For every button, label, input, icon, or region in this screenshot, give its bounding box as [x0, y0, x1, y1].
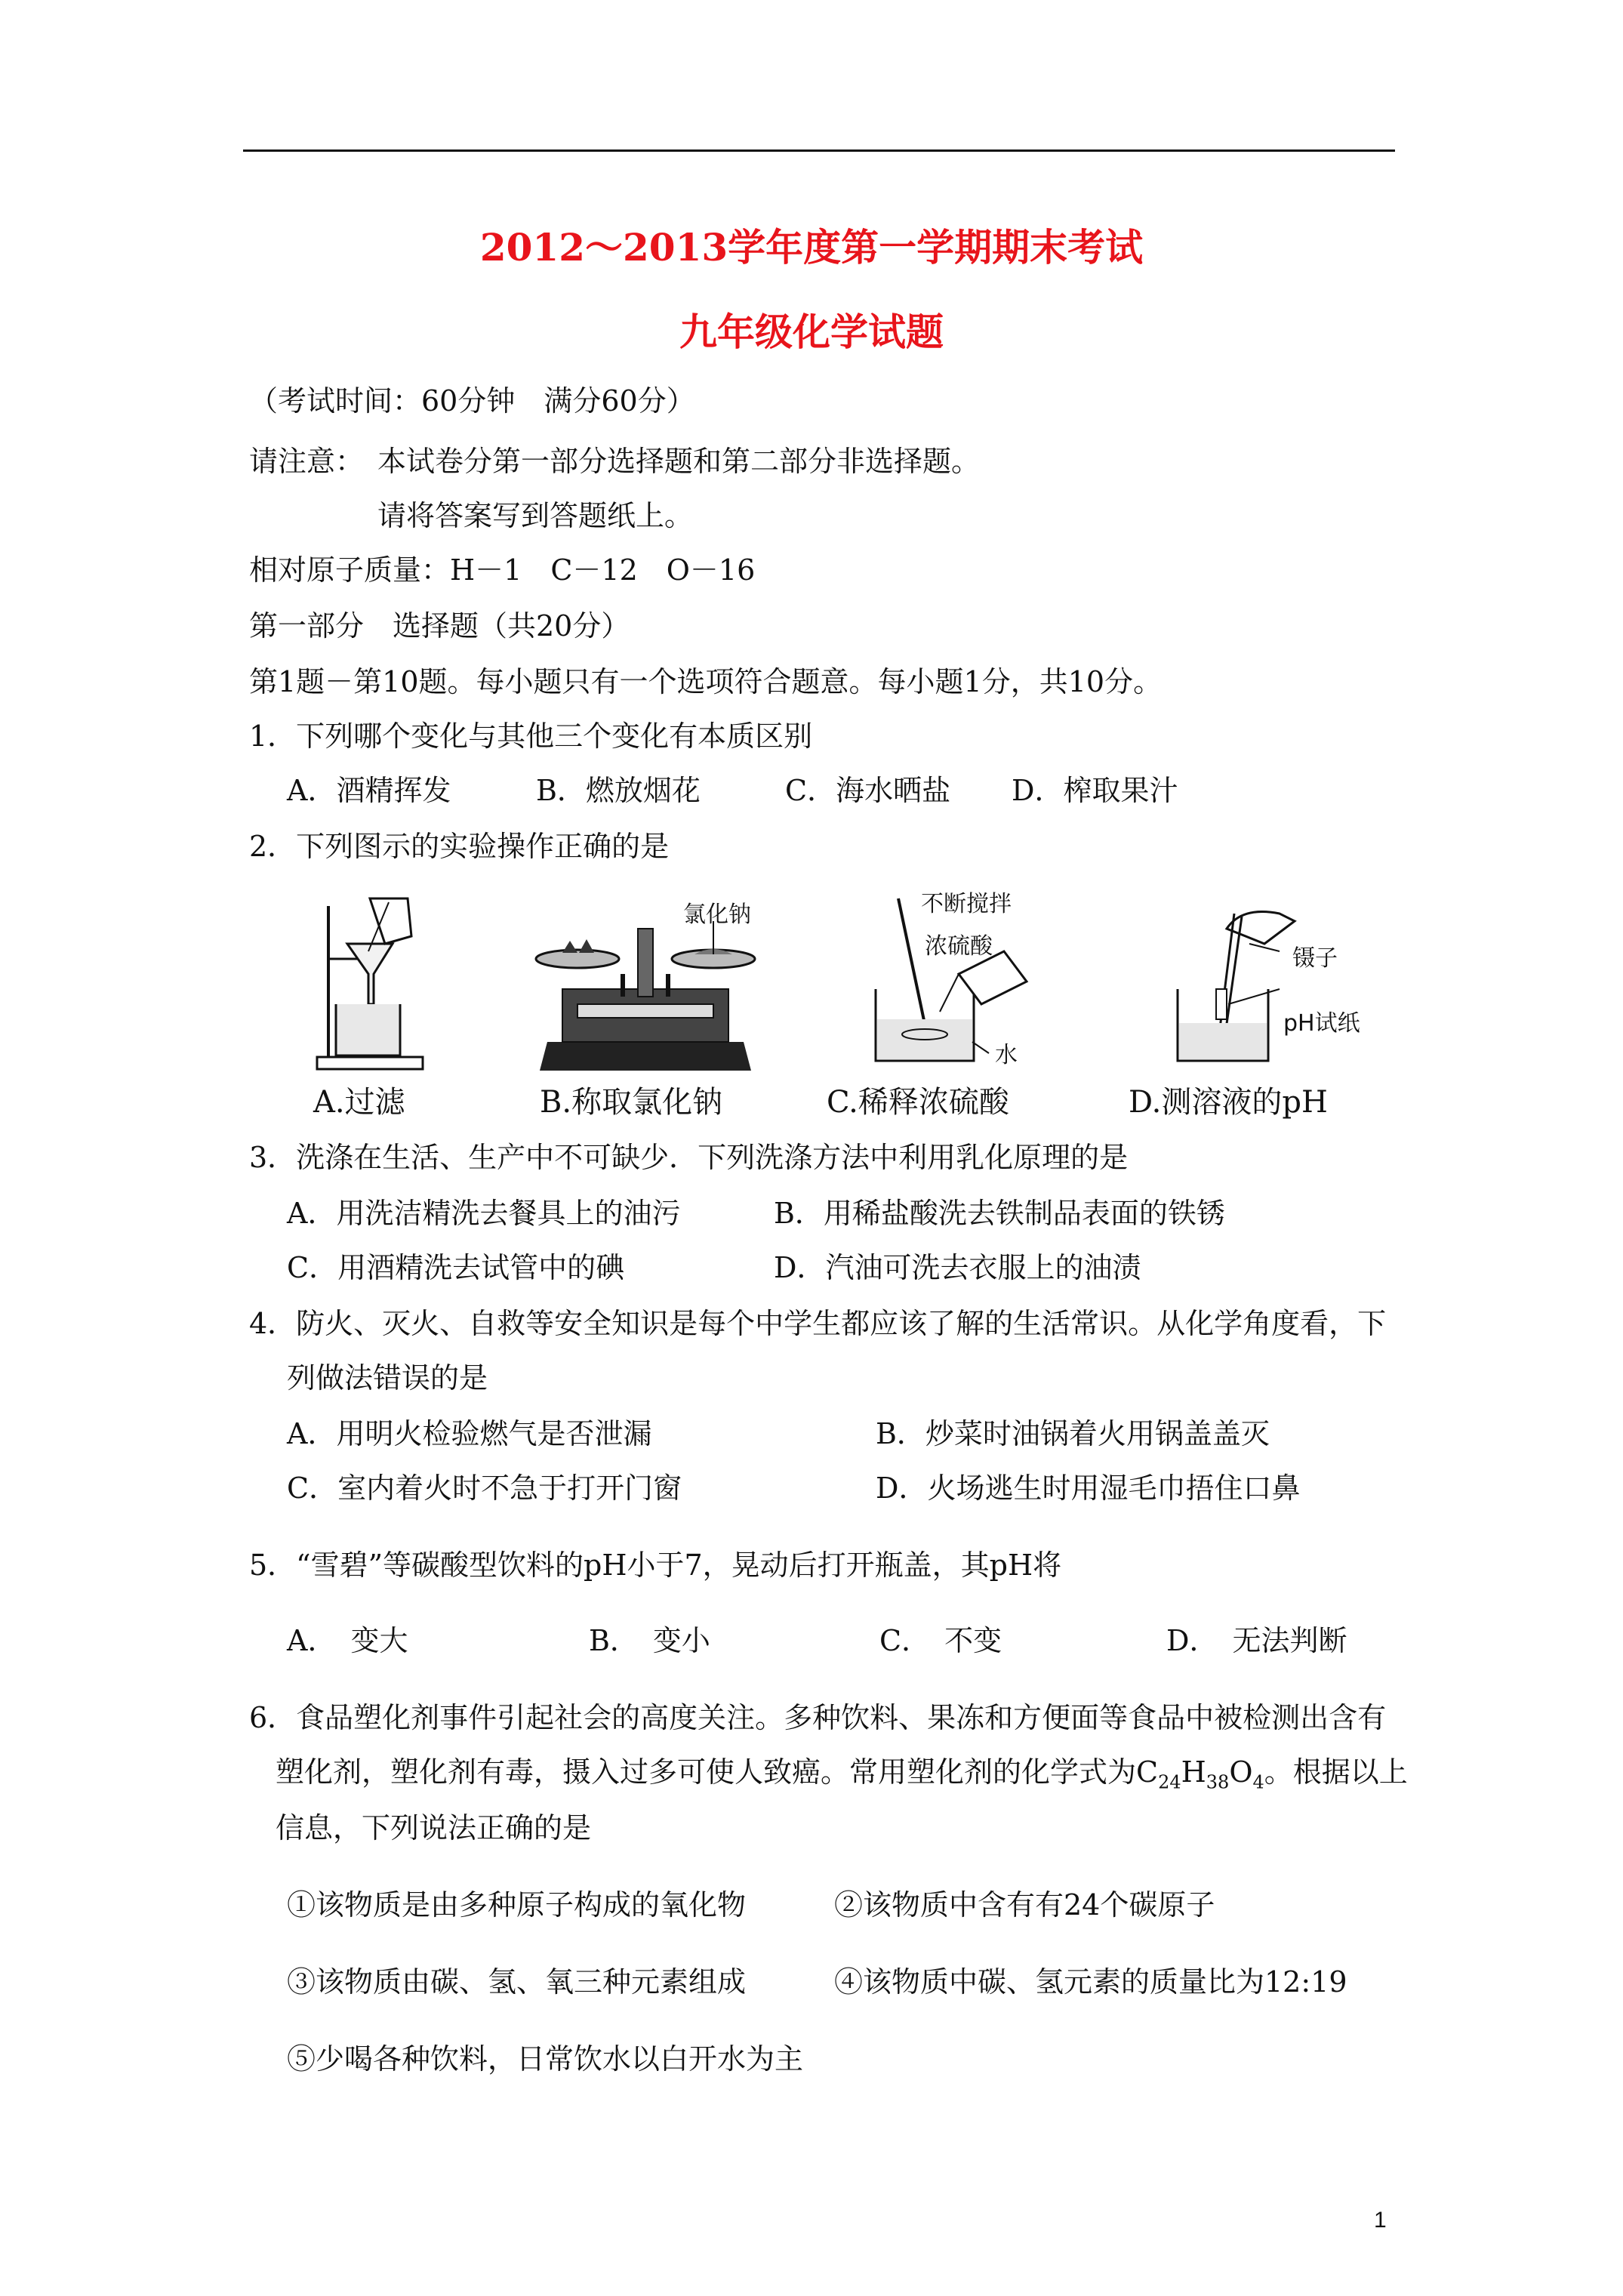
caption-b: B.称取氯化钠	[540, 1085, 723, 1120]
q3-option-a: A．用洗洁精洗去餐具上的油污	[287, 1197, 681, 1230]
q6-stem-line-1: 6．食品塑化剂事件引起社会的高度关注。多种饮料、果冻和方便面等食品中被检测出含有	[249, 1701, 1387, 1734]
chemical-formula: $C_{24}H_{38}O_4$	[1136, 1755, 1264, 1793]
q5-option-a: A． 变大	[287, 1624, 408, 1657]
q6-statement-1: ①该物质是由多种原子构成的氧化物	[287, 1888, 747, 1922]
notice-line-2: 请将答案写到答题纸上。	[377, 499, 694, 532]
q3-option-d: D．汽油可洗去衣服上的油渍	[774, 1251, 1141, 1284]
q6-statement-4: ④该物质中碳、氢元素的质量比为12:19	[834, 1965, 1347, 1999]
part1-description: 第1题－第10题。每小题只有一个选项符合题意。每小题1分，共10分。	[249, 665, 1163, 698]
exam-subtitle: 九年级化学试题	[679, 310, 944, 354]
dilution-figure	[868, 891, 1049, 1072]
q3-option-c: C．用酒精洗去试管中的碘	[287, 1251, 625, 1284]
q5-option-b: B． 变小	[589, 1624, 710, 1657]
q4-option-c: C．室内着火时不急于打开门窗	[287, 1472, 682, 1505]
notice-label: 请注意：	[249, 445, 365, 478]
q6-statement-3: ③该物质由碳、氢、氧三种元素组成	[287, 1965, 747, 1999]
q5-option-c: C． 不变	[879, 1624, 1002, 1657]
part1-heading: 第一部分 选择题（共20分）	[249, 609, 630, 643]
header-rule	[243, 149, 1395, 152]
tweezer-label: 镊子	[1292, 945, 1338, 972]
q1-option-b: B．燃放烟花	[536, 774, 701, 807]
q3-stem: 3．洗涤在生活、生产中不可缺少．下列洗涤方法中利用乳化原理的是	[249, 1141, 1129, 1174]
caption-d: D.测溶液的pH	[1129, 1085, 1328, 1120]
q1-option-c: C．海水晒盐	[785, 774, 951, 807]
caption-a: A.过滤	[313, 1085, 405, 1120]
q5-option-d: D． 无法判断	[1166, 1624, 1347, 1657]
q6-stem-line-2: 塑化剂，塑化剂有毒，摄入过多可使人致癌。常用塑化剂的化学式为$C_{24}H_{38}O_4$。根据以上	[276, 1755, 1408, 1793]
q1-option-a: A．酒精挥发	[287, 774, 451, 807]
q4-option-a: A．用明火检验燃气是否泄漏	[287, 1417, 652, 1450]
q5-stem: 5．“雪碧”等碳酸型饮料的pH小于7，晃动后打开瓶盖，其pH将	[249, 1549, 1062, 1582]
q2-stem: 2．下列图示的实验操作正确的是	[249, 830, 670, 863]
q4-option-d: D．火场逃生时用湿毛巾捂住口鼻	[876, 1472, 1301, 1505]
q6-statement-5: ⑤少喝各种饮料，日常饮水以白开水为主	[287, 2042, 804, 2076]
atomic-mass: 相对原子质量：H－1 C－12 O－16	[249, 553, 756, 587]
ph-paper-label: pH试纸	[1283, 1010, 1360, 1037]
q4-option-b: B．炒菜时油锅着火用锅盖盖灭	[876, 1417, 1270, 1450]
exam-time: （考试时间：60分钟 满分60分）	[249, 384, 695, 418]
notice-line-1: 本试卷分第一部分选择题和第二部分非选择题。	[377, 445, 981, 478]
q4-stem-line-1: 4．防火、灭火、自救等安全知识是每个中学生都应该了解的生活常识。从化学角度看，下	[249, 1307, 1387, 1340]
q3-option-b: B．用稀盐酸洗去铁制品表面的铁锈	[774, 1197, 1225, 1230]
page-number: 1	[1374, 2208, 1387, 2233]
filtration-figure	[302, 891, 430, 1072]
water-label: 水	[995, 1042, 1018, 1068]
salt-label: 氯化钠	[683, 901, 751, 928]
ph-test-figure	[1174, 891, 1370, 1072]
q1-stem: 1．下列哪个变化与其他三个变化有本质区别	[249, 720, 813, 753]
caption-c: C.稀释浓硫酸	[827, 1085, 1009, 1120]
stir-label: 不断搅拌	[921, 891, 1012, 917]
acid-label: 浓硫酸	[925, 933, 993, 960]
q1-option-d: D．榨取果汁	[1012, 774, 1178, 807]
q4-stem-line-2: 列做法错误的是	[287, 1361, 488, 1395]
q6-stem-line-3: 信息，下列说法正确的是	[276, 1811, 592, 1845]
q6-statement-2: ②该物质中含有有24个碳原子	[834, 1888, 1215, 1922]
exam-title: 2012～2013学年度第一学期期末考试	[479, 225, 1144, 270]
